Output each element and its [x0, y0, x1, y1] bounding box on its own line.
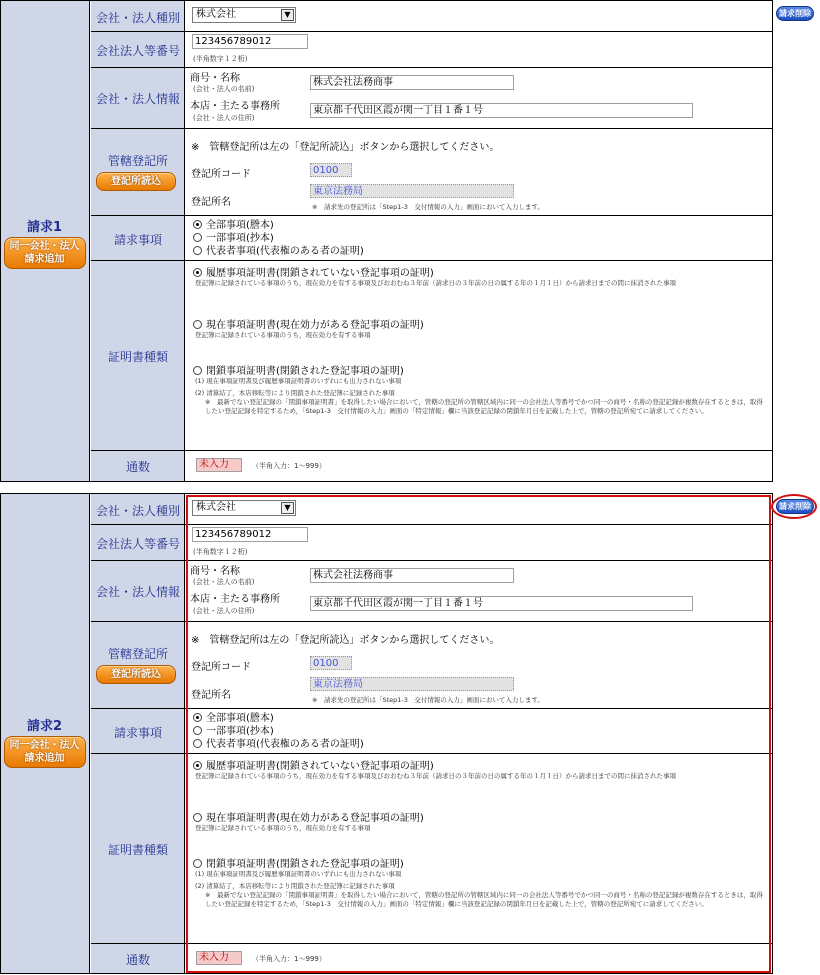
- corp-type-label: 会社・法人種別: [95, 504, 180, 518]
- registry-name-note: ※ 請求先の登記所は「Step1-3 交付情報の入力」画面において入力します。: [312, 203, 544, 211]
- registry-label: 管轄登記所: [107, 154, 168, 168]
- corp-number-hint: (半角数字１２桁): [193, 548, 248, 556]
- cert-history-desc: 登記簿に記録されている事項のうち，現在効力を有する事項及びおおむね３年前（請求日の３年前の日の属する年の１月１日）から請求日までの間に抹消された事項: [195, 279, 676, 287]
- request-block-1: [0, 0, 820, 482]
- office-sub: (会社・法人の住所): [193, 114, 255, 122]
- items-option-partial[interactable]: 一部事項(抄本): [193, 232, 364, 245]
- office-sub: (会社・法人の住所): [193, 607, 255, 615]
- radio-checked-icon[interactable]: [193, 268, 202, 277]
- copies-hint: （半角入力：1～999）: [252, 955, 326, 963]
- delete-request-button[interactable]: 請求削除: [776, 6, 814, 21]
- load-registry-button[interactable]: 登記所読込: [96, 665, 176, 684]
- cert-options: [193, 264, 768, 416]
- cert-option-history[interactable]: 履歴事項証明書(閉鎖されていない登記事項の証明): [193, 264, 768, 279]
- registry-name-label: 登記所名: [191, 197, 231, 208]
- registry-name-field: 東京法務局: [310, 677, 514, 691]
- office-label: 本店・主たる事務所: [190, 101, 280, 112]
- corp-type-select[interactable]: 株式会社 ▼: [192, 7, 296, 23]
- items-label: 請求事項: [113, 233, 162, 247]
- items-option-all[interactable]: 全部事項(謄本): [193, 712, 364, 725]
- items-option-partial[interactable]: 一部事項(抄本): [193, 725, 364, 738]
- corp-number-label: 会社法人等番号: [95, 537, 180, 551]
- add-same-company-button[interactable]: 同一会社・法人 請求追加: [4, 237, 86, 269]
- cert-closed-desc3: ※ 最新でない登記記録の「閉鎖事項証明書」を取得したい場合において，管轄の登記所の管轄区域内に同一の会社法人等番号でかつ同一の商号・名称の登記記録が複数存在するときは，取得したい登記記録を特定するため，「Step1-3 交付情報の入力」画面の「特定情報」欄に当該登記記録の閉鎖年月日を記載した上で，管轄の登記所宛てに請求してください。: [205, 891, 763, 908]
- cert-closed-desc2: (2) 清算結了，本店移転等により閉鎖された登記簿に記録された事項: [195, 882, 395, 890]
- delete-request-button[interactable]: 請求削除: [776, 499, 814, 514]
- cert-option-current[interactable]: 現在事項証明書(現在効力がある登記事項の証明): [193, 316, 768, 331]
- radio-icon[interactable]: [193, 233, 202, 242]
- items-label: 請求事項: [113, 726, 162, 740]
- request-block-2: [0, 493, 820, 975]
- corp-number-input[interactable]: 123456789012: [192, 527, 308, 542]
- corp-number-hint: (半角数字１２桁): [193, 55, 248, 63]
- registry-label: 管轄登記所: [107, 647, 168, 661]
- chevron-down-icon: ▼: [281, 9, 294, 21]
- items-options: [193, 219, 364, 258]
- request-header: [0, 216, 89, 269]
- radio-checked-icon[interactable]: [193, 220, 202, 229]
- request-header: [0, 715, 89, 768]
- corp-info-label: 会社・法人情報: [95, 585, 180, 599]
- trade-name-sub: (会社・法人の名前): [193, 578, 255, 586]
- registry-name-field: 東京法務局: [310, 184, 514, 198]
- registry-code-label: 登記所コード: [191, 662, 251, 673]
- cert-option-history[interactable]: 履歴事項証明書(閉鎖されていない登記事項の証明): [193, 757, 768, 772]
- cert-type-label: 証明書種類: [107, 843, 168, 857]
- cert-closed-desc2: (2) 清算結了，本店移転等により閉鎖された登記簿に記録された事項: [195, 389, 395, 397]
- copies-input[interactable]: 未入力: [196, 458, 242, 472]
- registry-name-note: ※ 請求先の登記所は「Step1-3 交付情報の入力」画面において入力します。: [312, 696, 544, 704]
- cert-closed-desc3: ※ 最新でない登記記録の「閉鎖事項証明書」を取得したい場合において，管轄の登記所の管轄区域内に同一の会社法人等番号でかつ同一の商号・名称の登記記録が複数存在するときは，取得したい登記記録を特定するため，「Step1-3 交付情報の入力」画面の「特定情報」欄に当該登記記録の閉鎖年月日を記載した上で，管轄の登記所宛てに請求してください。: [205, 398, 763, 415]
- office-input[interactable]: 東京都千代田区霞が関一丁目１番１号: [310, 103, 693, 118]
- cert-option-closed[interactable]: 閉鎖事項証明書(閉鎖された登記事項の証明): [193, 362, 768, 377]
- registry-code-field: 0100: [310, 656, 352, 670]
- registry-name-label: 登記所名: [191, 690, 231, 701]
- trade-name-label: 商号・名称: [190, 566, 240, 577]
- trade-name-label: 商号・名称: [190, 73, 240, 84]
- request-title: 請求1: [26, 220, 63, 235]
- radio-icon[interactable]: [193, 246, 202, 255]
- highlight-box: [186, 495, 771, 973]
- corp-info-label: 会社・法人情報: [95, 92, 180, 106]
- office-input[interactable]: 東京都千代田区霞が関一丁目１番１号: [310, 596, 693, 611]
- highlight-ring: [771, 494, 817, 519]
- cert-option-closed[interactable]: 閉鎖事項証明書(閉鎖された登記事項の証明): [193, 855, 768, 870]
- load-registry-button[interactable]: 登記所読込: [96, 172, 176, 191]
- copies-input[interactable]: 未入力: [196, 951, 242, 965]
- copies-label: 通数: [125, 460, 150, 474]
- add-same-company-button[interactable]: 同一会社・法人 請求追加: [4, 736, 86, 768]
- corp-number-input[interactable]: 123456789012: [192, 34, 308, 49]
- copies-label: 通数: [125, 953, 150, 967]
- registry-code-label: 登記所コード: [191, 169, 251, 180]
- registry-code-field: 0100: [310, 163, 352, 177]
- radio-icon[interactable]: [193, 320, 202, 329]
- trade-name-sub: (会社・法人の名前): [193, 85, 255, 93]
- corp-type-select[interactable]: 株式会社 ▼: [192, 500, 296, 516]
- trade-name-input[interactable]: 株式会社法務商事: [310, 75, 514, 90]
- corp-number-label: 会社法人等番号: [95, 44, 180, 58]
- cert-option-current[interactable]: 現在事項証明書(現在効力がある登記事項の証明): [193, 809, 768, 824]
- office-label: 本店・主たる事務所: [190, 594, 280, 605]
- cert-closed-desc1: (1) 現在事項証明書及び履歴事項証明書のいずれにも出力されない事項: [195, 870, 402, 878]
- items-option-representative[interactable]: 代表者事項(代表権のある者の証明): [193, 245, 364, 258]
- copies-hint: （半角入力：1～999）: [252, 462, 326, 470]
- trade-name-input[interactable]: 株式会社法務商事: [310, 568, 514, 583]
- cert-closed-desc1: (1) 現在事項証明書及び履歴事項証明書のいずれにも出力されない事項: [195, 377, 402, 385]
- registry-note: ※ 管轄登記所は左の「登記所読込」ボタンから選択してください。: [191, 635, 500, 646]
- registry-note: ※ 管轄登記所は左の「登記所読込」ボタンから選択してください。: [191, 142, 500, 153]
- request-title: 請求2: [26, 719, 63, 734]
- items-option-representative[interactable]: 代表者事項(代表権のある者の証明): [193, 738, 364, 751]
- cert-type-label: 証明書種類: [107, 350, 168, 364]
- radio-icon[interactable]: [193, 366, 202, 375]
- corp-type-label: 会社・法人種別: [95, 11, 180, 25]
- chevron-down-icon: ▼: [281, 502, 294, 514]
- cert-current-desc: 登記簿に記録されている事項のうち，現在効力を有する事項: [195, 824, 371, 832]
- cert-history-desc: 登記簿に記録されている事項のうち，現在効力を有する事項及びおおむね３年前（請求日の３年前の日の属する年の１月１日）から請求日までの間に抹消された事項: [195, 772, 676, 780]
- cert-current-desc: 登記簿に記録されている事項のうち，現在効力を有する事項: [195, 331, 371, 339]
- items-option-all[interactable]: 全部事項(謄本): [193, 219, 364, 232]
